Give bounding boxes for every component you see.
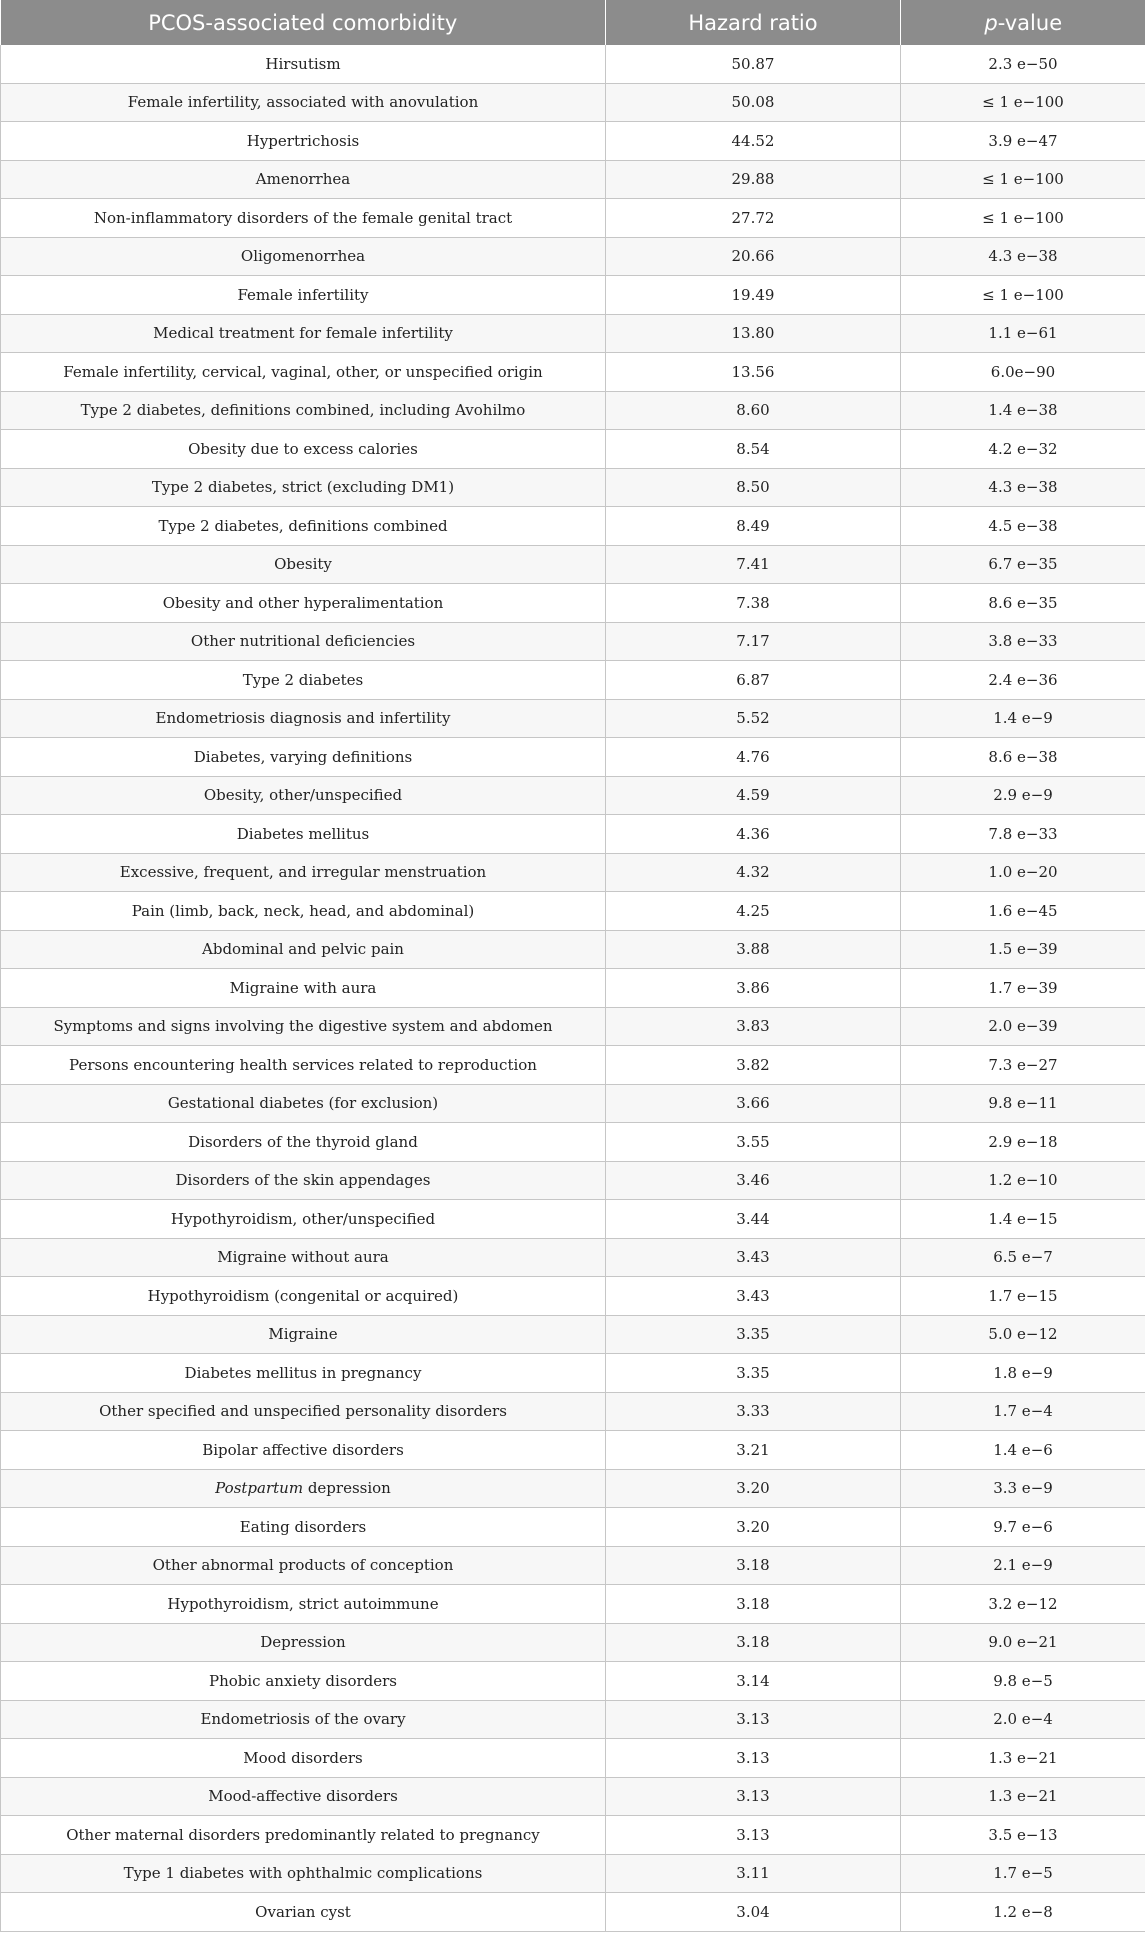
table-row (1, 1161, 1145, 1200)
header-row (1, 0, 1145, 45)
table-row (1, 1046, 1145, 1085)
table-row (1, 353, 1145, 392)
hazard-ratio-cell: 3.20 (606, 1469, 901, 1508)
hazard-ratio-cell: 3.21 (606, 1431, 901, 1470)
table-row (1, 1662, 1145, 1701)
p-value-cell: 9.8 e−11 (901, 1084, 1145, 1123)
comorbidity-cell: Endometriosis diagnosis and infertility (1, 699, 606, 738)
table-row (1, 1431, 1145, 1470)
comorbidity-cell: Other maternal disorders predominantly related to pregnancy (1, 1816, 606, 1855)
p-value-cell: 7.8 e−33 (901, 815, 1145, 854)
table-row (1, 1508, 1145, 1547)
hazard-ratio-cell: 44.52 (606, 122, 901, 161)
hazard-ratio-cell: 29.88 (606, 160, 901, 199)
hazard-ratio-cell: 13.80 (606, 314, 901, 353)
hazard-ratio-cell: 3.04 (606, 1893, 901, 1932)
hazard-ratio-cell: 3.83 (606, 1007, 901, 1046)
comorbidity-cell: Other abnormal products of conception (1, 1546, 606, 1585)
p-value-cell: 2.4 e−36 (901, 661, 1145, 700)
table-row (1, 699, 1145, 738)
comorbidity-text: depression (303, 1479, 391, 1498)
hazard-ratio-cell: 3.18 (606, 1546, 901, 1585)
comorbidity-cell: Type 2 diabetes (1, 661, 606, 700)
hazard-ratio-cell: 3.44 (606, 1200, 901, 1239)
hazard-ratio-cell: 3.18 (606, 1623, 901, 1662)
p-value-cell: 9.0 e−21 (901, 1623, 1145, 1662)
table-row (1, 1893, 1145, 1932)
p-value-cell: ≤ 1 e−100 (901, 276, 1145, 315)
hazard-ratio-cell: 3.14 (606, 1662, 901, 1701)
p-value-cell: 4.2 e−32 (901, 430, 1145, 469)
comorbidity-cell: Hirsutism (1, 45, 606, 83)
hazard-ratio-cell: 8.60 (606, 391, 901, 430)
table-row (1, 584, 1145, 623)
table-row (1, 815, 1145, 854)
comorbidity-cell: Diabetes mellitus in pregnancy (1, 1354, 606, 1393)
hazard-ratio-cell: 3.18 (606, 1585, 901, 1624)
header-hazard-ratio: Hazard ratio (606, 0, 901, 45)
table-row (1, 661, 1145, 700)
comorbidity-cell: Persons encountering health services related to reproduction (1, 1046, 606, 1085)
table-row (1, 276, 1145, 315)
comorbidity-cell: Type 2 diabetes, definitions combined (1, 507, 606, 546)
table-row (1, 853, 1145, 892)
comorbidity-cell: Mood-affective disorders (1, 1777, 606, 1816)
hazard-ratio-cell: 3.35 (606, 1354, 901, 1393)
comorbidity-cell: Symptoms and signs involving the digestive system and abdomen (1, 1007, 606, 1046)
p-value-cell: 3.3 e−9 (901, 1469, 1145, 1508)
comorbidity-cell: Obesity, other/unspecified (1, 776, 606, 815)
comorbidity-cell: Amenorrhea (1, 160, 606, 199)
hazard-ratio-cell: 4.25 (606, 892, 901, 931)
hazard-ratio-cell: 13.56 (606, 353, 901, 392)
comorbidity-cell: Pain (limb, back, neck, head, and abdominal) (1, 892, 606, 931)
hazard-ratio-cell: 3.13 (606, 1700, 901, 1739)
p-value-cell: 6.7 e−35 (901, 545, 1145, 584)
p-value-cell: 7.3 e−27 (901, 1046, 1145, 1085)
table-row (1, 1315, 1145, 1354)
comorbidity-cell: Type 2 diabetes, strict (excluding DM1) (1, 468, 606, 507)
table-row (1, 1277, 1145, 1316)
hazard-ratio-cell: 8.54 (606, 430, 901, 469)
p-value-cell: 3.2 e−12 (901, 1585, 1145, 1624)
hazard-ratio-cell: 3.11 (606, 1854, 901, 1893)
table-row (1, 545, 1145, 584)
comorbidity-cell: Obesity due to excess calories (1, 430, 606, 469)
p-value-cell: 1.7 e−39 (901, 969, 1145, 1008)
table-row (1, 237, 1145, 276)
comorbidity-cell: Female infertility (1, 276, 606, 315)
table-row (1, 776, 1145, 815)
comorbidity-cell: Female infertility, associated with anovulation (1, 83, 606, 122)
hazard-ratio-cell: 27.72 (606, 199, 901, 238)
comorbidity-cell: Migraine without aura (1, 1238, 606, 1277)
p-value-cell: 2.9 e−9 (901, 776, 1145, 815)
hazard-ratio-cell: 50.87 (606, 45, 901, 83)
comorbidity-cell: Oligomenorrhea (1, 237, 606, 276)
comorbidity-cell: Diabetes mellitus (1, 815, 606, 854)
comorbidity-cell: Type 1 diabetes with ophthalmic complications (1, 1854, 606, 1893)
hazard-ratio-cell: 19.49 (606, 276, 901, 315)
table-row (1, 314, 1145, 353)
comorbidity-cell: Gestational diabetes (for exclusion) (1, 1084, 606, 1123)
hazard-ratio-cell: 3.43 (606, 1238, 901, 1277)
hazard-ratio-cell: 4.36 (606, 815, 901, 854)
p-value-cell: 4.3 e−38 (901, 237, 1145, 276)
table-row (1, 1200, 1145, 1239)
hazard-ratio-cell: 50.08 (606, 83, 901, 122)
p-value-cell: 6.0e−90 (901, 353, 1145, 392)
p-value-cell: 6.5 e−7 (901, 1238, 1145, 1277)
table-row (1, 1777, 1145, 1816)
p-value-cell: 2.3 e−50 (901, 45, 1145, 83)
hazard-ratio-cell: 3.35 (606, 1315, 901, 1354)
hazard-ratio-cell: 3.43 (606, 1277, 901, 1316)
hazard-ratio-cell: 3.46 (606, 1161, 901, 1200)
hazard-ratio-cell: 8.49 (606, 507, 901, 546)
table-body (1, 45, 1145, 1931)
table-row (1, 930, 1145, 969)
p-value-cell: 8.6 e−38 (901, 738, 1145, 777)
hazard-ratio-cell: 3.86 (606, 969, 901, 1008)
comorbidity-cell: Disorders of the skin appendages (1, 1161, 606, 1200)
table-row (1, 1585, 1145, 1624)
comorbidity-cell: Other nutritional deficiencies (1, 622, 606, 661)
comorbidity-cell: Disorders of the thyroid gland (1, 1123, 606, 1162)
p-value-cell: 1.2 e−8 (901, 1893, 1145, 1932)
comorbidity-cell: Hypothyroidism, strict autoimmune (1, 1585, 606, 1624)
hazard-ratio-cell: 7.17 (606, 622, 901, 661)
p-value-cell: 4.5 e−38 (901, 507, 1145, 546)
p-value-cell: ≤ 1 e−100 (901, 160, 1145, 199)
table-row (1, 1007, 1145, 1046)
p-value-cell: 3.8 e−33 (901, 622, 1145, 661)
comorbidity-cell: Non-inflammatory disorders of the female genital tract (1, 199, 606, 238)
p-value-cell: 1.0 e−20 (901, 853, 1145, 892)
comorbidity-cell: Diabetes, varying definitions (1, 738, 606, 777)
comorbidity-cell: Migraine (1, 1315, 606, 1354)
table-row (1, 969, 1145, 1008)
hazard-ratio-cell: 3.82 (606, 1046, 901, 1085)
comorbidity-cell: Hypothyroidism, other/unspecified (1, 1200, 606, 1239)
hazard-ratio-cell: 4.32 (606, 853, 901, 892)
hazard-ratio-cell: 3.66 (606, 1084, 901, 1123)
p-value-cell: 9.7 e−6 (901, 1508, 1145, 1547)
p-value-cell: 2.0 e−4 (901, 1700, 1145, 1739)
comorbidity-cell: Ovarian cyst (1, 1893, 606, 1932)
comorbidity-cell: Other specified and unspecified personality disorders (1, 1392, 606, 1431)
p-value-cell: 1.4 e−15 (901, 1200, 1145, 1239)
comorbidity-cell: Endometriosis of the ovary (1, 1700, 606, 1739)
p-value-cell: 1.8 e−9 (901, 1354, 1145, 1393)
comorbidity-cell: Mood disorders (1, 1739, 606, 1778)
p-value-cell: 1.5 e−39 (901, 930, 1145, 969)
comorbidity-cell: Eating disorders (1, 1508, 606, 1547)
table-row (1, 1084, 1145, 1123)
hazard-ratio-cell: 3.13 (606, 1816, 901, 1855)
hazard-ratio-cell: 3.88 (606, 930, 901, 969)
comorbidity-cell: Migraine with aura (1, 969, 606, 1008)
p-value-cell: 2.1 e−9 (901, 1546, 1145, 1585)
hazard-ratio-cell: 7.41 (606, 545, 901, 584)
p-value-cell: 2.0 e−39 (901, 1007, 1145, 1046)
p-value-cell: 1.4 e−6 (901, 1431, 1145, 1470)
hazard-ratio-cell: 20.66 (606, 237, 901, 276)
table-row (1, 1739, 1145, 1778)
table-row (1, 1623, 1145, 1662)
hazard-ratio-cell: 3.20 (606, 1508, 901, 1547)
table-row (1, 1546, 1145, 1585)
hazard-ratio-cell: 4.59 (606, 776, 901, 815)
comorbidity-cell (1, 1469, 606, 1508)
table-row (1, 199, 1145, 238)
table-row (1, 1238, 1145, 1277)
p-value-cell: 3.5 e−13 (901, 1816, 1145, 1855)
table-row (1, 1700, 1145, 1739)
hazard-ratio-cell: 6.87 (606, 661, 901, 700)
table-row (1, 160, 1145, 199)
p-value-cell: 1.7 e−15 (901, 1277, 1145, 1316)
table-row (1, 430, 1145, 469)
p-value-cell: 5.0 e−12 (901, 1315, 1145, 1354)
table-row (1, 1123, 1145, 1162)
table-row (1, 1469, 1145, 1508)
p-value-cell: 1.6 e−45 (901, 892, 1145, 931)
p-value-cell: 8.6 e−35 (901, 584, 1145, 623)
comorbidity-cell: Obesity and other hyperalimentation (1, 584, 606, 623)
p-value-cell: ≤ 1 e−100 (901, 199, 1145, 238)
table-row (1, 892, 1145, 931)
comorbidity-cell: Medical treatment for female infertility (1, 314, 606, 353)
comorbidity-cell: Abdominal and pelvic pain (1, 930, 606, 969)
table-row (1, 391, 1145, 430)
table-row (1, 622, 1145, 661)
comorbidity-cell: Female infertility, cervical, vaginal, other, or unspecified origin (1, 353, 606, 392)
header-p-value-italic: p (984, 10, 998, 35)
table-row (1, 738, 1145, 777)
p-value-cell: ≤ 1 e−100 (901, 83, 1145, 122)
p-value-cell: 1.7 e−5 (901, 1854, 1145, 1893)
table-row (1, 83, 1145, 122)
p-value-cell: 4.3 e−38 (901, 468, 1145, 507)
table-row (1, 507, 1145, 546)
comorbidity-cell: Type 2 diabetes, definitions combined, including Avohilmo (1, 391, 606, 430)
p-value-cell: 1.4 e−9 (901, 699, 1145, 738)
comorbidity-cell: Hypothyroidism (congenital or acquired) (1, 1277, 606, 1316)
p-value-cell: 1.3 e−21 (901, 1739, 1145, 1778)
comorbidity-italic-text: Postpartum (215, 1479, 304, 1498)
table-row (1, 122, 1145, 161)
comorbidity-cell: Hypertrichosis (1, 122, 606, 161)
p-value-cell: 3.9 e−47 (901, 122, 1145, 161)
hazard-ratio-cell: 3.13 (606, 1739, 901, 1778)
hazard-ratio-cell: 3.13 (606, 1777, 901, 1816)
hazard-ratio-cell: 8.50 (606, 468, 901, 507)
table-row (1, 1354, 1145, 1393)
table-row (1, 1816, 1145, 1855)
p-value-cell: 9.8 e−5 (901, 1662, 1145, 1701)
p-value-cell: 1.7 e−4 (901, 1392, 1145, 1431)
table-row (1, 1392, 1145, 1431)
p-value-cell: 2.9 e−18 (901, 1123, 1145, 1162)
comorbidity-cell: Phobic anxiety disorders (1, 1662, 606, 1701)
table-row (1, 468, 1145, 507)
comorbidity-cell: Obesity (1, 545, 606, 584)
header-p-value (901, 0, 1145, 45)
hazard-ratio-cell: 7.38 (606, 584, 901, 623)
hazard-ratio-cell: 4.76 (606, 738, 901, 777)
comorbidity-cell: Excessive, frequent, and irregular menstruation (1, 853, 606, 892)
hazard-ratio-cell: 3.55 (606, 1123, 901, 1162)
p-value-cell: 1.1 e−61 (901, 314, 1145, 353)
table-row (1, 1854, 1145, 1893)
comorbidity-cell: Bipolar affective disorders (1, 1431, 606, 1470)
hazard-ratio-cell: 3.33 (606, 1392, 901, 1431)
p-value-cell: 1.4 e−38 (901, 391, 1145, 430)
hazard-ratio-cell: 5.52 (606, 699, 901, 738)
p-value-cell: 1.3 e−21 (901, 1777, 1145, 1816)
header-comorbidity: PCOS-associated comorbidity (1, 0, 606, 45)
comorbidity-cell: Depression (1, 1623, 606, 1662)
p-value-cell: 1.2 e−10 (901, 1161, 1145, 1200)
header-p-value-rest: -value (997, 10, 1063, 35)
table-row (1, 45, 1145, 83)
